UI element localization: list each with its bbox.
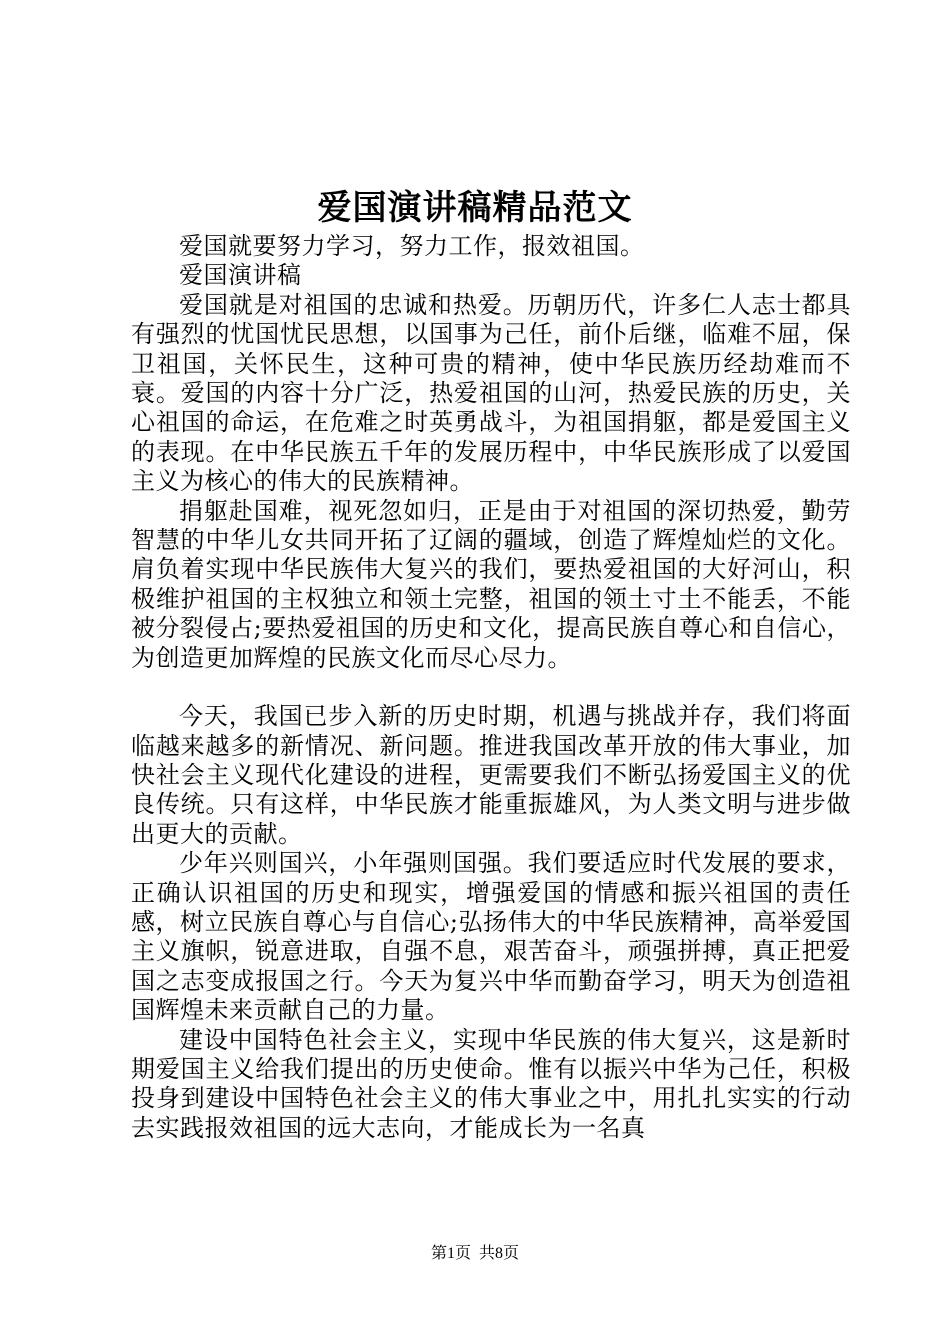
document-body [131, 232, 851, 1143]
page-total: 共8页 [479, 1245, 520, 1262]
paragraph: 今天，我国已步入新的历史时期，机遇与挑战并存，我们将面临越来越多的新情况、新问题。推进我国改革开放的伟大事业，加快社会主义现代化建设的进程，更需要我们不断弘扬爱国主义的优良传统。只有这样，中华民族才能重振雄风，为人类文明与进步做出更大的贡献。 [131, 702, 851, 848]
page-number: 第1页 [430, 1245, 471, 1262]
paragraph: 建设中国特色社会主义，实现中华民族的伟大复兴，这是新时期爱国主义给我们提出的历史使命。惟有以振兴中华为己任，积极投身到建设中国特色社会主义的伟大事业之中，用扎扎实实的行动去实践报效祖国的远大志向，才能成长为一名真 [131, 1025, 851, 1142]
document-title: 爱国演讲稿精品范文 [317, 188, 633, 228]
paragraph: 捐躯赴国难，视死忽如归，正是由于对祖国的深切热爱，勤劳智慧的中华儿女共同开拓了辽阔的疆域，创造了辉煌灿烂的文化。肩负着实现中华民族伟大复兴的我们，要热爱祖国的大好河山，积极维护祖国的主权独立和领土完整，祖国的领土寸土不能丢，不能被分裂侵占;要热爱祖国的历史和文化，提高民族自尊心和自信心，为创造更加辉煌的民族文化而尽心尽力。 [131, 496, 851, 672]
paragraph: 少年兴则国兴，小年强则国强。我们要适应时代发展的要求，正确认识祖国的历史和现实，增强爱国的情感和振兴祖国的责任感，树立民族自尊心与自信心;弘扬伟大的中华民族精神，高举爱国主义旗帜，锐意进取，自强不息，艰苦奋斗，顽强拼搏，真正把爱国之志变成报国之行。今天为复兴中华而勤奋学习，明天为创造祖国辉煌未来贡献自己的力量。 [131, 849, 851, 1025]
page-footer [0, 1243, 950, 1265]
paragraph-subtitle: 爱国演讲稿 [179, 261, 302, 290]
paragraph: 爱国就是对祖国的忠诚和热爱。历朝历代，许多仁人志士都具有强烈的忧国忧民思想，以国事为己任，前仆后继，临难不屈，保卫祖国，关怀民生，这种可贵的精神，使中华民族历经劫难而不衰。爱国的内容十分广泛，热爱祖国的山河，热爱民族的历史，关心祖国的命运，在危难之时英勇战斗，为祖国捐躯，都是爱国主义的表现。在中华民族五千年的发展历程中，中华民族形成了以爱国主义为核心的伟大的民族精神。 [131, 290, 851, 496]
paragraph-intro: 爱国就要努力学习，努力工作，报效祖国。 [179, 232, 645, 260]
